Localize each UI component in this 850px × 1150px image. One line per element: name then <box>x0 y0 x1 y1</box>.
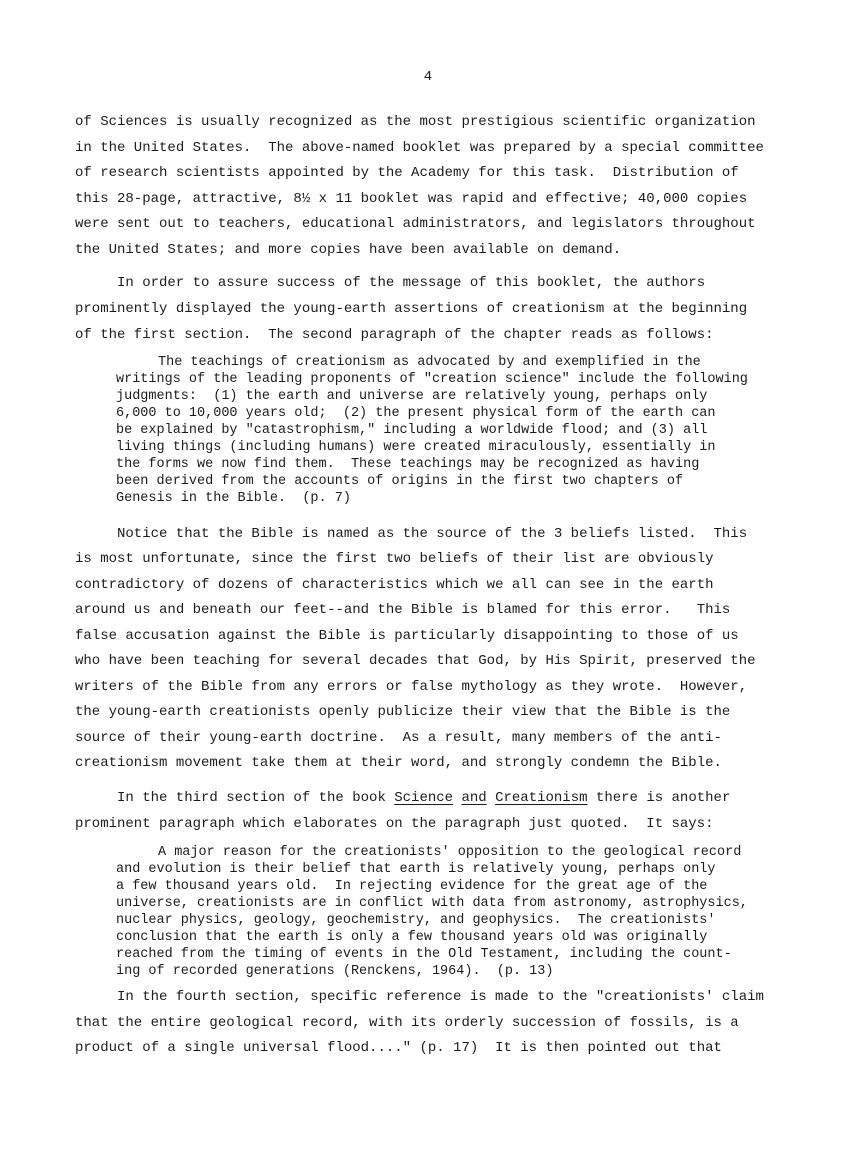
paragraph-line: In the fourth section, specific reference is made to the "creationists' claim <box>117 989 764 1005</box>
paragraph-line: is most unfortunate, since the first two beliefs of their list are obviously <box>75 551 714 567</box>
paragraph-line: this 28-page, attractive, 8½ x 11 booklet was rapid and effective; 40,000 copies <box>75 191 748 207</box>
quote-line: conclusion that the earth is only a few thousand years old was originally <box>116 930 708 945</box>
paragraph-line: in the United States. The above-named booklet was prepared by a special committee <box>75 140 764 156</box>
paragraph-line <box>117 789 730 807</box>
quote-line: reached from the timing of events in the Old Testament, including the count- <box>116 947 732 962</box>
paragraph-line: contradictory of dozens of characteristics which we all can see in the earth <box>75 577 714 593</box>
quote-line: Genesis in the Bible. (p. 7) <box>116 491 351 506</box>
text-space <box>487 790 495 806</box>
paragraph-line: of the first section. The second paragraph of the chapter reads as follows: <box>75 327 714 343</box>
paragraph-line: product of a single universal flood...." (p. 17) It is then pointed out that <box>75 1040 722 1056</box>
quote-line: The teachings of creationism as advocated by and exemplified in the <box>158 355 701 370</box>
book-title-word: Science <box>394 790 454 806</box>
paragraph-line: In order to assure success of the message of this booklet, the authors <box>117 275 706 291</box>
paragraph-line: Notice that the Bible is named as the source of the 3 beliefs listed. This <box>117 526 748 542</box>
quote-line: a few thousand years old. In rejecting evidence for the great age of the <box>116 879 708 894</box>
quote-line: and evolution is their belief that earth is relatively young, perhaps only <box>116 862 716 877</box>
quote-line: be explained by "catastrophism," including a worldwide flood; and (3) all <box>116 423 708 438</box>
paragraph-line: source of their young-earth doctrine. As a result, many members of the anti- <box>75 730 722 746</box>
quote-line: the forms we now find them. These teachings may be recognized as having <box>116 457 700 472</box>
paragraph-line: around us and beneath our feet--and the Bible is blamed for this error. This <box>75 602 731 618</box>
text-run: In the third section of the book <box>117 790 395 806</box>
paragraph-line: prominent paragraph which elaborates on the paragraph just quoted. It says: <box>75 816 714 832</box>
book-title-word: Creationism <box>495 790 588 806</box>
quote-line: universe, creationists are in conflict with data from astronomy, astrophysics, <box>116 896 748 911</box>
paragraph-line: who have been teaching for several decades that God, by His Spirit, preserved the <box>75 653 756 669</box>
quote-line: A major reason for the creationists' opposition to the geological record <box>158 845 742 860</box>
paragraph-line: writers of the Bible from any errors or false mythology as they wrote. However, <box>75 679 748 695</box>
text-run: there is another <box>587 790 731 806</box>
paragraph-line: that the entire geological record, with its orderly succession of fossils, is a <box>75 1015 739 1031</box>
quote-line: nuclear physics, geology, geochemistry, and geophysics. The creationists' <box>116 913 716 928</box>
paragraph-line: creationism movement take them at their word, and strongly condemn the Bible. <box>75 755 722 771</box>
quote-line: writings of the leading proponents of "creation science" include the following <box>116 372 748 387</box>
paragraph-line: of Sciences is usually recognized as the most prestigious scientific organization <box>75 114 756 130</box>
book-title-word: and <box>461 790 487 806</box>
quote-line: been derived from the accounts of origins in the first two chapters of <box>116 474 684 489</box>
paragraph-line: of research scientists appointed by the Academy for this task. Distribution of <box>75 165 739 181</box>
paragraph-line: the United States; and more copies have been available on demand. <box>75 242 622 258</box>
quote-line: ing of recorded generations (Renckens, 1964). (p. 13) <box>116 964 554 979</box>
quote-line: judgments: (1) the earth and universe are relatively young, perhaps only <box>116 389 708 404</box>
quote-line: 6,000 to 10,000 years old; (2) the present physical form of the earth can <box>116 406 716 421</box>
page-number: 4 <box>423 69 433 85</box>
paragraph-line: the young-earth creationists openly publicize their view that the Bible is the <box>75 704 731 720</box>
paragraph-line: were sent out to teachers, educational administrators, and legislators throughout <box>75 216 756 232</box>
paragraph-line: false accusation against the Bible is particularly disappointing to those of us <box>75 628 739 644</box>
paragraph-line: prominently displayed the young-earth assertions of creationism at the beginning <box>75 301 748 317</box>
quote-line: living things (including humans) were created miraculously, essentially in <box>116 440 716 455</box>
